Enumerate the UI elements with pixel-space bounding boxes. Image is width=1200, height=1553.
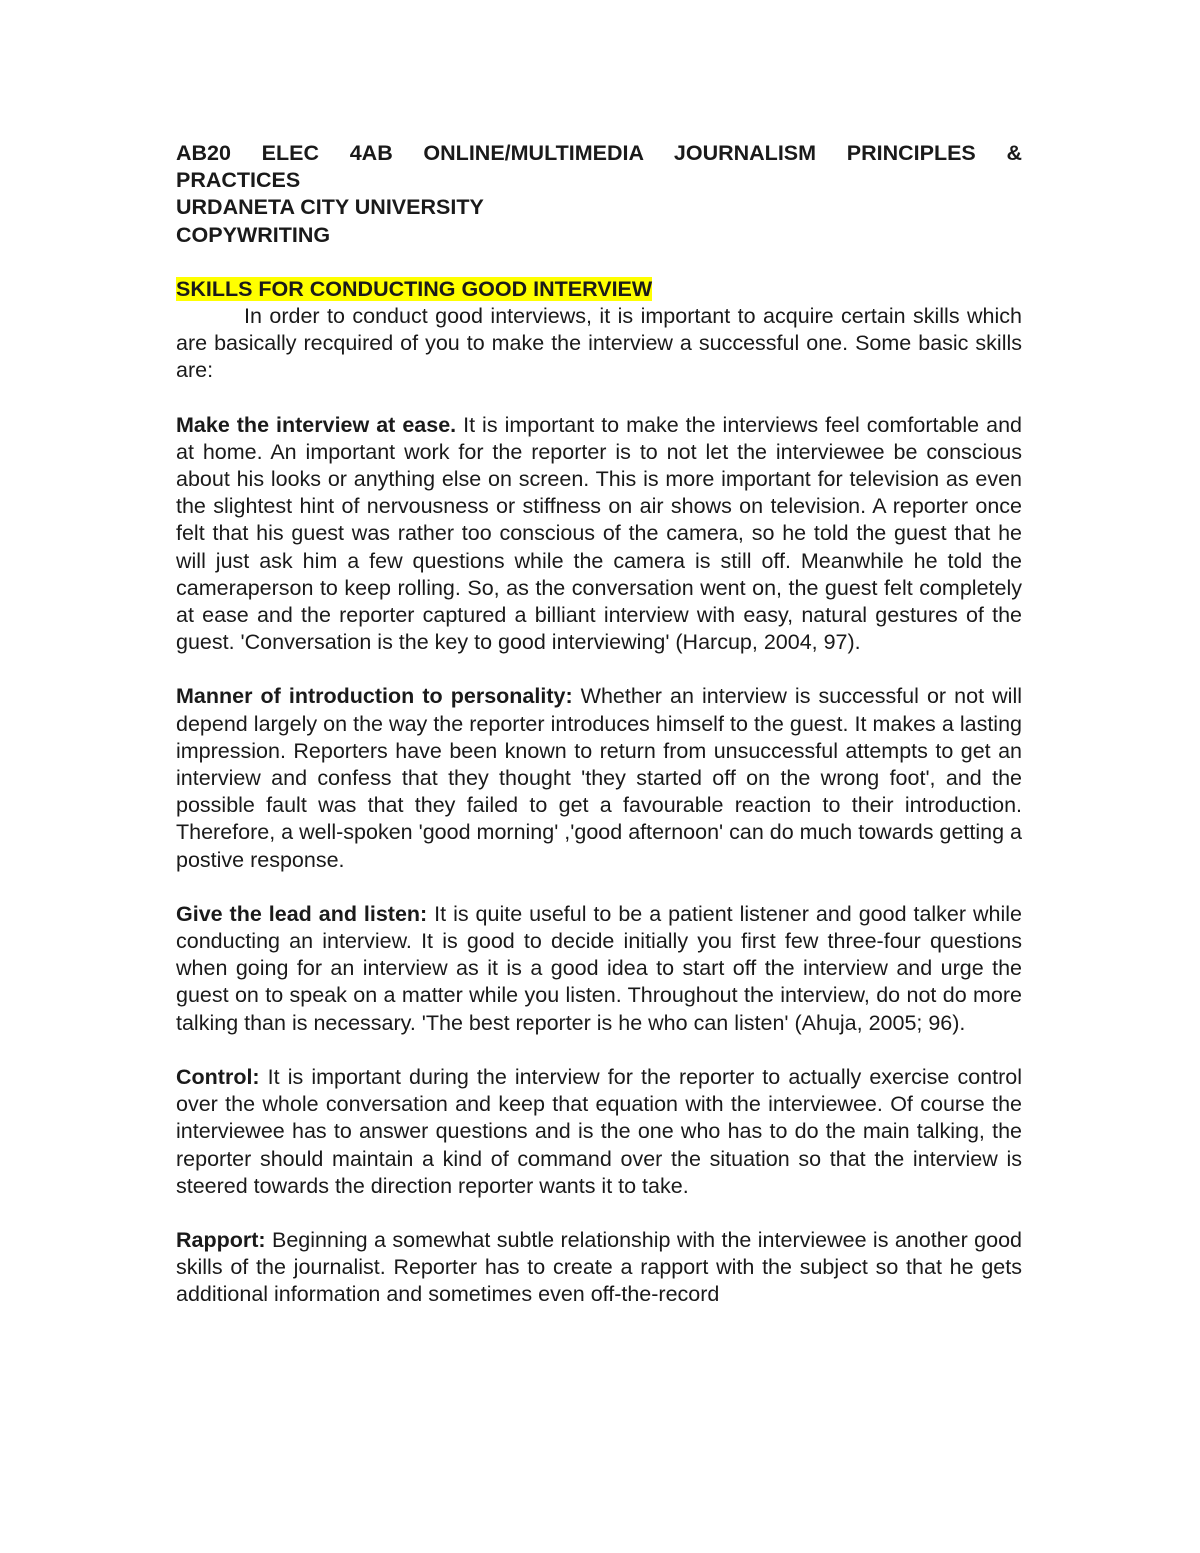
paragraph-manner-of-introduction	[176, 683, 1022, 873]
paragraph-make-interview-at-ease	[176, 412, 1022, 657]
paragraph-text: It is quite useful to be a patient listener and good talker while conducting an interview. It is good to decide initially you first few three-four questions when going for an interview as it is a good idea to start off the interview and urge the guest on to speak on a matter while you listen. Throughout the interview, do not do more talking than is necessary. 'The best reporter is he who can listen' (Ahuja, 2005; 96).	[176, 901, 1022, 1035]
paragraph-give-lead-and-listen	[176, 901, 1022, 1037]
section-title-highlight: SKILLS FOR CONDUCTING GOOD INTERVIEW	[176, 276, 653, 301]
paragraph-text: Whether an interview is successful or not will depend largely on the way the reporter introduces himself to the guest. It makes a lasting impression. Reporters have been known to return from unsuccessful attempts to get an interview and confess that they thought 'they started off on the wrong foot', and the possible fault was that they failed to get a favourable reaction to their introduction. Therefore, a well-spoken 'good morning' ,'good afternoon' can do much towards getting a postive response.	[176, 684, 1022, 872]
paragraph-rapport	[176, 1227, 1022, 1309]
paragraph-term: Manner of introduction to personality:	[176, 684, 573, 709]
section-title	[176, 276, 1022, 303]
paragraph-term: Control:	[176, 1064, 260, 1089]
document-page	[176, 140, 1022, 1309]
paragraph-term: Rapport:	[176, 1227, 266, 1252]
course-title-line2: PRACTICES	[176, 168, 301, 193]
spacer	[176, 249, 1022, 276]
paragraph-term: Give the lead and listen:	[176, 901, 428, 926]
subject-name: COPYWRITING	[176, 222, 331, 247]
course-title-line1: AB20 ELEC 4AB ONLINE/MULTIMEDIA JOURNALISM PRINCIPLES &	[176, 141, 1022, 165]
paragraph-text: It is important during the interview for the reporter to actually exercise control over the whole conversation and keep that equation with the interviewee. Of course the interviewee has to answer questions and is the one who has to do the main talking, the reporter should maintain a kind of command over the situation so that the interview is steered towards the direction reporter wants it to take.	[176, 1064, 1022, 1198]
paragraph-control	[176, 1064, 1022, 1200]
paragraph-text: Beginning a somewhat subtle relationship with the interviewee is another good skills of the journalist. Reporter has to create a rapport with the subject so that he gets additional information and sometimes even off-the-record	[176, 1227, 1022, 1307]
intro-paragraph: In order to conduct good interviews, it is important to acquire certain skills which are basically recquired of you to make the interview a successful one. Some basic skills are:	[176, 304, 1022, 383]
paragraph-term: Make the interview at ease.	[176, 412, 457, 437]
paragraph-text: It is important to make the interviews feel comfortable and at home. An important work for the reporter is to not let the interviewee be conscious about his looks or anything else on screen. This is more important for television as even the slightest hint of nervousness or stiffness on air shows on television. A reporter once felt that his guest was rather too conscious of the camera, so he told the guest that he will just ask him a few questions while the camera is still off. Meanwhile he told the cameraperson to keep rolling. So, as the conversation went on, the guest felt completely at ease and the reporter captured a billiant interview with easy, natural gestures of the guest. 'Conversation is the key to good interviewing' (Harcup, 2004, 97).	[176, 412, 1022, 655]
university-name: URDANETA CITY UNIVERSITY	[176, 195, 484, 220]
